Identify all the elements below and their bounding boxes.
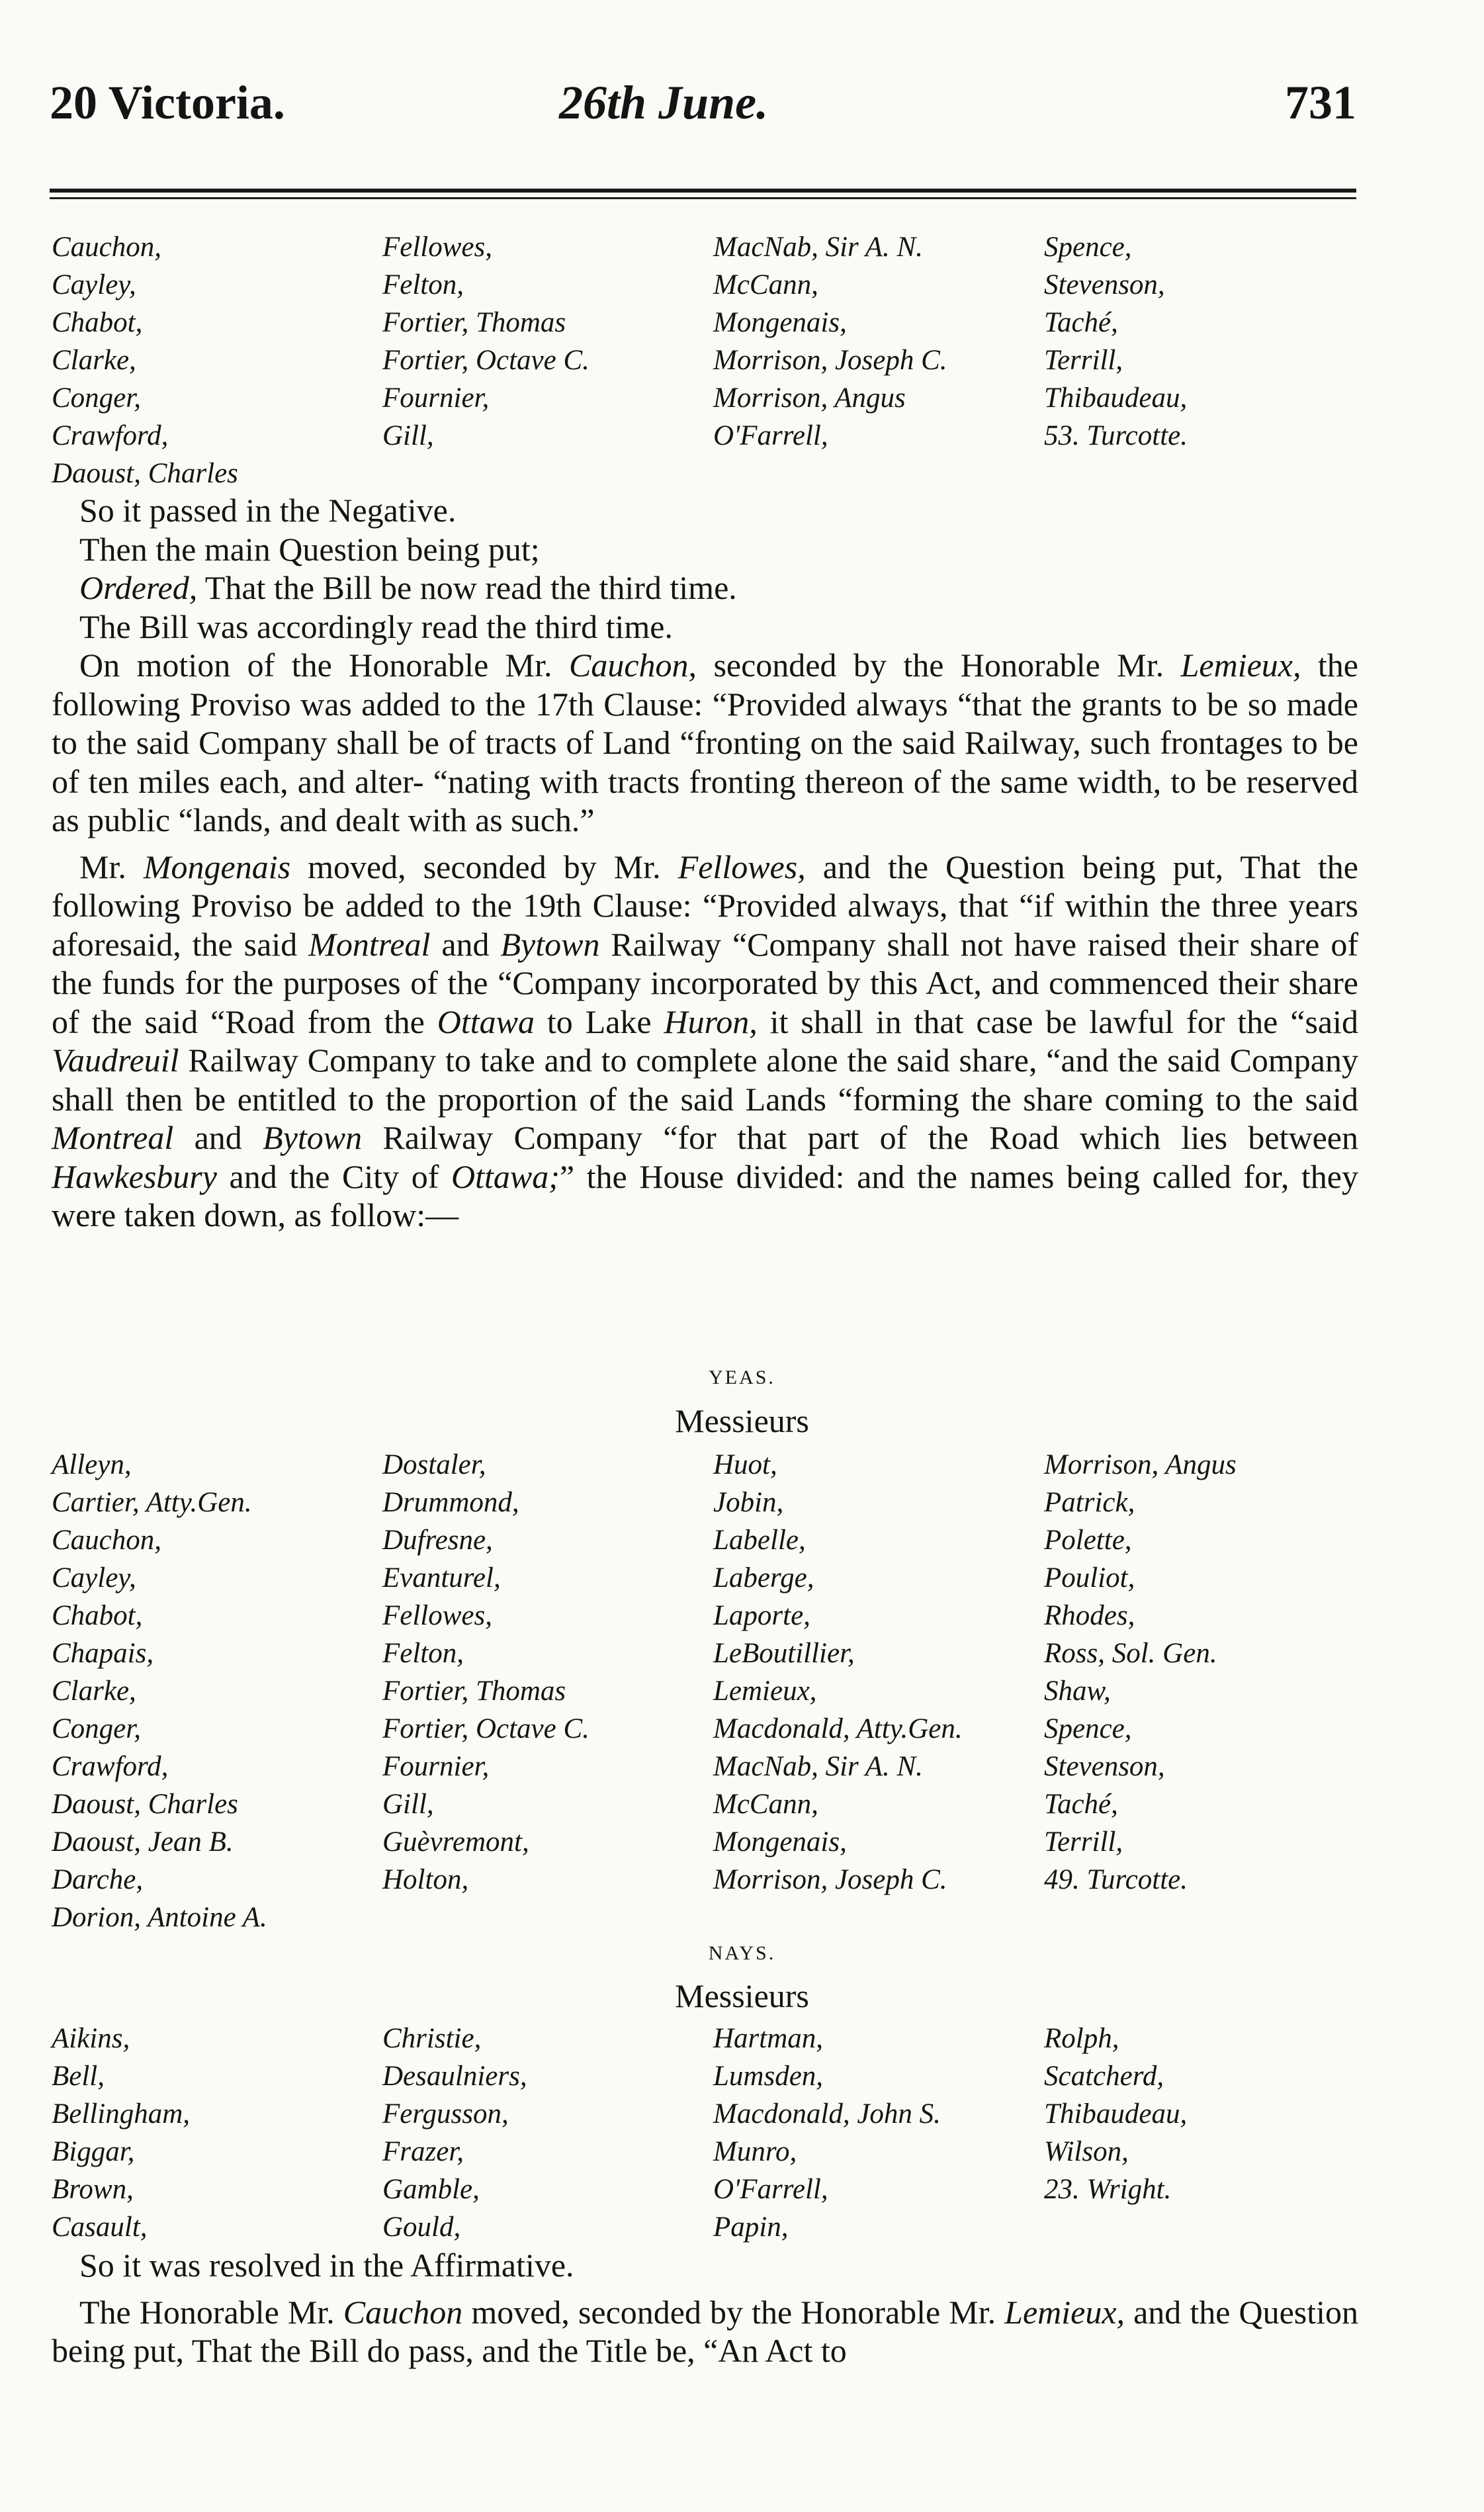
member-name: Mongenais, — [713, 1826, 847, 1858]
member-name: Alleyn, — [52, 1449, 132, 1480]
name-row — [52, 1484, 1362, 1521]
body-text-lower — [52, 2246, 1358, 2370]
member-name: Jobin, — [713, 1487, 784, 1518]
text-run: and — [173, 1119, 263, 1156]
member-name: Pouliot, — [1044, 1562, 1135, 1593]
text-run: and the Question being put, That the Bill do pass, and the Title be, “An Act to — [52, 2293, 1358, 2369]
member-name: McCann, — [713, 1789, 818, 1820]
body-text-upper — [52, 491, 1358, 1235]
text-run: and the Question being put, That the following Proviso be added to the 19th Clause: “Provided always, that “if within the three years aforesaid, the said — [52, 848, 1358, 963]
member-name: Macdonald, John S. — [713, 2098, 941, 2130]
text-run: On motion of the Honorable Mr. — [79, 647, 569, 684]
member-name: Clarke, — [52, 1676, 136, 1707]
member-name: Taché, — [1044, 1789, 1118, 1820]
name-row — [52, 455, 1362, 492]
place-bytown: Bytown — [500, 925, 600, 963]
paragraph-ordered — [52, 568, 1358, 607]
member-name: Conger, — [52, 1713, 141, 1744]
text-run: moved, seconded by Mr. — [290, 848, 678, 885]
name-row — [52, 1559, 1362, 1597]
member-name: 23. Wright. — [1044, 2174, 1172, 2205]
member-name: Conger, — [52, 382, 141, 414]
name-lemieux: Lemieux, — [1180, 647, 1301, 684]
place-montreal: Montreal — [308, 925, 431, 963]
text-run: Railway “Company shall not have raised their share of the funds for the purposes of the “Company incorporated by this Act, and commenced their share of the said “Road from the — [52, 925, 1359, 1040]
member-name: Gamble, — [382, 2174, 480, 2205]
member-name: Fellowes, — [382, 232, 492, 263]
paragraph-affirmative: So it was resolved in the Affirmative. — [79, 2247, 574, 2284]
name-row — [52, 2057, 1362, 2095]
member-name — [382, 455, 713, 492]
member-name: 53. Turcotte. — [1044, 420, 1188, 451]
name-row — [52, 341, 1362, 379]
name-cauchon: Cauchon — [343, 2293, 463, 2331]
member-name: Holton, — [382, 1864, 469, 1895]
name-row — [52, 2133, 1362, 2171]
place-ottawa: Ottawa — [437, 1003, 535, 1040]
member-name: Terrill, — [1044, 345, 1123, 376]
name-row — [52, 1446, 1362, 1484]
name-row — [52, 2208, 1362, 2246]
yeas-heading: YEAS. — [709, 1367, 775, 1388]
member-name: Spence, — [1044, 1713, 1132, 1744]
name-mongenais: Mongenais — [143, 848, 291, 885]
member-name: Daoust, Charles — [52, 458, 238, 489]
place-huron: Huron, — [664, 1003, 758, 1040]
name-row — [52, 2095, 1362, 2133]
member-name: Fergusson, — [382, 2098, 509, 2130]
member-name: Mongenais, — [713, 307, 847, 338]
member-name — [382, 1899, 713, 1936]
name-row — [52, 1635, 1362, 1672]
member-name — [1044, 1899, 1362, 1936]
header-rule — [50, 189, 1356, 193]
page-header — [50, 69, 1356, 142]
prior-names-list — [52, 228, 1362, 492]
member-name: Drummond, — [382, 1487, 519, 1518]
member-name: Cauchon, — [52, 232, 162, 263]
member-name: Biggar, — [52, 2136, 135, 2167]
member-name: Huot, — [713, 1449, 777, 1480]
text-run: the following Proviso was added to the 17th Clause: “Provided always “that the grants to be so made to the said Company shall be of tracts of Land “fronting on the said Railway, such frontages to be of ten miles each, and alter- “nating with tracts fronting thereon of the same width, to be reserved as public “lands, and dealt with as such.” — [52, 647, 1358, 838]
yeas-names-list — [52, 1446, 1362, 1936]
name-row — [52, 228, 1362, 266]
member-name: Felton, — [382, 1638, 464, 1669]
member-name: Aikins, — [52, 2023, 130, 2054]
text-run: and the City of — [216, 1157, 451, 1195]
place-ottawa: Ottawa; — [451, 1157, 560, 1195]
session-label: 20 Victoria. — [50, 76, 285, 129]
member-name: Chabot, — [52, 307, 143, 338]
member-name: MacNab, Sir A. N. — [713, 1751, 923, 1782]
member-name: Terrill, — [1044, 1826, 1123, 1858]
member-name — [713, 455, 1044, 492]
member-name: Stevenson, — [1044, 269, 1165, 300]
member-name: Morrison, Angus — [1044, 1449, 1237, 1480]
member-name: Wilson, — [1044, 2136, 1129, 2167]
member-name: Crawford, — [52, 420, 169, 451]
member-name: O'Farrell, — [713, 2174, 828, 2205]
place-hawkesbury: Hawkesbury — [52, 1157, 217, 1195]
paragraph-negative: So it passed in the Negative. — [79, 492, 457, 529]
text-run: Railway Company to take and to complete alone the said share, “and the said Company shall then be entitled to the proportion of the said Lands “forming the share coming to the said — [52, 1042, 1358, 1118]
member-name: Lumsden, — [713, 2061, 824, 2092]
name-fellowes: Fellowes, — [677, 848, 806, 885]
paragraph-read-third: The Bill was accordingly read the third time. — [79, 607, 673, 645]
name-row — [52, 1785, 1362, 1823]
paragraph-mongenais-motion — [52, 848, 1358, 1235]
member-name: Hartman, — [713, 2023, 824, 2054]
member-name: Christie, — [382, 2023, 482, 2054]
name-row — [52, 1597, 1362, 1635]
name-row — [52, 1861, 1362, 1899]
date-label: 26th June. — [559, 76, 769, 129]
member-name: Daoust, Jean B. — [52, 1826, 234, 1858]
header-rule-thin — [50, 197, 1356, 199]
member-name — [1044, 455, 1362, 492]
member-name: Papin, — [713, 2212, 789, 2243]
member-name: Fortier, Thomas — [382, 307, 566, 338]
nays-heading: NAYS. — [708, 1942, 776, 1964]
member-name: Bellingham, — [52, 2098, 190, 2130]
name-row — [52, 1672, 1362, 1710]
text-run: Railway Company “for that part of the Road which lies between — [362, 1119, 1358, 1156]
member-name: Chabot, — [52, 1600, 143, 1631]
member-name: Thibaudeau, — [1044, 2098, 1188, 2130]
name-row — [52, 1823, 1362, 1861]
place-montreal: Montreal — [52, 1119, 174, 1156]
member-name: Casault, — [52, 2212, 148, 2243]
member-name: Bell, — [52, 2061, 105, 2092]
text-run: it shall in that case be lawful for the “said — [757, 1003, 1358, 1040]
member-name: Evanturel, — [382, 1562, 501, 1593]
member-name: Dostaler, — [382, 1449, 486, 1480]
member-name: Laberge, — [713, 1562, 814, 1593]
member-name: Fortier, Octave C. — [382, 1713, 589, 1744]
name-row — [52, 417, 1362, 455]
member-name: LeBoutillier, — [713, 1638, 855, 1669]
member-name: Labelle, — [713, 1525, 806, 1556]
member-name: Thibaudeau, — [1044, 382, 1188, 414]
member-name: Felton, — [382, 269, 464, 300]
name-row — [52, 1710, 1362, 1748]
member-name: McCann, — [713, 269, 818, 300]
name-row — [52, 1899, 1362, 1936]
member-name — [1044, 2208, 1362, 2246]
member-name: Scatcherd, — [1044, 2061, 1164, 2092]
member-name: Stevenson, — [1044, 1751, 1165, 1782]
member-name — [713, 1899, 1044, 1936]
text-run: Mr. — [79, 848, 144, 885]
ordered-label: Ordered, — [79, 569, 198, 606]
member-name: Shaw, — [1044, 1676, 1111, 1707]
member-name: Cartier, Atty.Gen. — [52, 1487, 252, 1518]
text-run: ” the House divided: and the names being called for, they were taken down, as follow:— — [52, 1157, 1359, 1234]
name-row — [52, 1521, 1362, 1559]
member-name: Morrison, Joseph C. — [713, 1864, 947, 1895]
member-name: Lemieux, — [713, 1676, 817, 1707]
member-name: Guèvremont, — [382, 1826, 529, 1858]
ordered-text: That the Bill be now read the third time. — [197, 569, 737, 606]
member-name: MacNab, Sir A. N. — [713, 232, 923, 263]
member-name: Chapais, — [52, 1638, 154, 1669]
name-lemieux: Lemieux, — [1004, 2293, 1125, 2331]
paragraph-motion-proviso — [52, 646, 1358, 840]
member-name: Gill, — [382, 420, 434, 451]
member-name: Desaulniers, — [382, 2061, 527, 2092]
member-name: Daoust, Charles — [52, 1789, 238, 1820]
member-name: Fortier, Thomas — [382, 1676, 566, 1707]
place-bytown: Bytown — [263, 1119, 363, 1156]
member-name: Cayley, — [52, 269, 136, 300]
member-name: 49. Turcotte. — [1044, 1864, 1188, 1895]
member-name: Morrison, Angus — [713, 382, 906, 414]
member-name: Spence, — [1044, 232, 1132, 263]
member-name: Patrick, — [1044, 1487, 1135, 1518]
member-name: Morrison, Joseph C. — [713, 345, 947, 376]
member-name: Ross, Sol. Gen. — [1044, 1638, 1217, 1669]
member-name: Fournier, — [382, 382, 490, 414]
name-cauchon: Cauchon, — [568, 647, 697, 684]
page-number: 731 — [1285, 76, 1356, 129]
text-run: The Honorable Mr. — [79, 2293, 343, 2331]
member-name: Cayley, — [52, 1562, 136, 1593]
member-name: Cauchon, — [52, 1525, 162, 1556]
paragraph-bill-pass-motion — [52, 2293, 1358, 2370]
member-name: Brown, — [52, 2174, 134, 2205]
member-name: Dorion, Antoine A. — [52, 1902, 267, 1933]
member-name: Fellowes, — [382, 1600, 492, 1631]
name-row — [52, 266, 1362, 304]
text-run: seconded by the Honorable Mr. — [697, 647, 1181, 684]
member-name: Rhodes, — [1044, 1600, 1135, 1631]
member-name: Macdonald, Atty.Gen. — [713, 1713, 963, 1744]
member-name: Gill, — [382, 1789, 434, 1820]
yeas-messieurs: Messieurs — [675, 1402, 809, 1439]
name-row — [52, 2171, 1362, 2208]
name-row — [52, 379, 1362, 417]
member-name: O'Farrell, — [713, 420, 828, 451]
name-row — [52, 1748, 1362, 1785]
text-run: moved, seconded by the Honorable Mr. — [462, 2293, 1005, 2331]
member-name: Clarke, — [52, 345, 136, 376]
text-run: and — [430, 925, 501, 963]
nays-messieurs: Messieurs — [675, 1977, 809, 2014]
member-name: Frazer, — [382, 2136, 464, 2167]
member-name: Rolph, — [1044, 2023, 1119, 2054]
nays-names-list — [52, 2020, 1362, 2246]
member-name: Munro, — [713, 2136, 797, 2167]
member-name: Darche, — [52, 1864, 144, 1895]
member-name: Fortier, Octave C. — [382, 345, 589, 376]
name-row — [52, 304, 1362, 341]
paragraph-main-question: Then the main Question being put; — [79, 530, 540, 568]
member-name: Laporte, — [713, 1600, 810, 1631]
member-name: Polette, — [1044, 1525, 1132, 1556]
member-name: Crawford, — [52, 1751, 169, 1782]
place-vaudreuil: Vaudreuil — [52, 1042, 179, 1079]
member-name: Fournier, — [382, 1751, 490, 1782]
member-name: Taché, — [1044, 307, 1118, 338]
member-name: Gould, — [382, 2212, 461, 2243]
member-name: Dufresne, — [382, 1525, 493, 1556]
text-run: to Lake — [534, 1003, 664, 1040]
name-row — [52, 2020, 1362, 2057]
